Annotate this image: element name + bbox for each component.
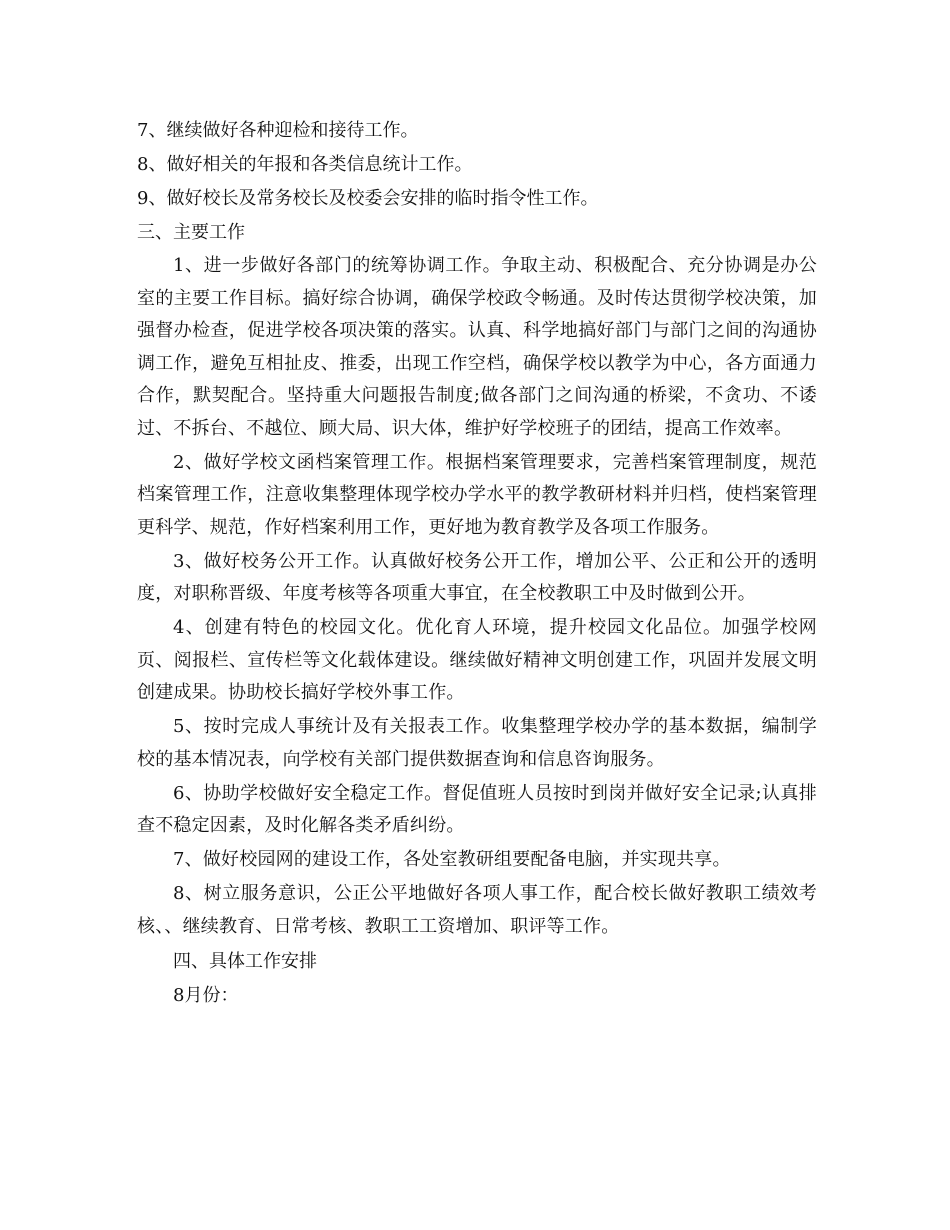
item-line-7: 7、继续做好各种迎检和接待工作。 — [137, 120, 419, 141]
section-heading-main-work: 三、主要工作 — [137, 222, 245, 243]
paragraph-disclosure: 3、做好校务公开工作。认真做好校务公开工作，增加公平、公正和公开的透明度，对职称晋级、年度考核等各项重大事宜，在全校教职工中及时做到公开。 — [137, 550, 817, 604]
section-heading-schedule: 四、具体工作安排 — [173, 950, 317, 972]
paragraph-campus-culture: 4、创建有特色的校园文化。优化育人环境，提升校园文化品位。加强学校网页、阅报栏、宣传栏等文化载体建设。继续做好精神文明创建工作，巩固并发展文明创建成果。协助校长搞好学校外事工作。 — [137, 617, 817, 703]
item-line-9: 9、做好校长及常务校长及校委会安排的临时指令性工作。 — [137, 188, 599, 209]
paragraph-safety: 6、协助学校做好安全稳定工作。督促值班人员按时到岗并做好安全记录;认真排查不稳定因素，及时化解各类矛盾纠纷。 — [137, 782, 817, 836]
paragraph-archives: 2、做好学校文函档案管理工作。根据档案管理要求，完善档案管理制度，规范档案管理工作，注意收集整理体现学校办学水平的教学教研材料并归档，使档案管理更科学、规范，作好档案利用工作，更好地为教育教学及各项工作服务。 — [137, 451, 817, 538]
paragraph-statistics: 5、按时完成人事统计及有关报表工作。收集整理学校办学的基本数据，编制学校的基本情况表，向学校有关部门提供数据查询和信息咨询服务。 — [137, 716, 817, 770]
paragraph-campus-network: 7、做好校园网的建设工作，各处室教研组要配备电脑，并实现共享。 — [173, 849, 731, 870]
document-body — [137, 114, 817, 1013]
month-label: 8月份： — [173, 984, 239, 1006]
item-line-8: 8、做好相关的年报和各类信息统计工作。 — [137, 154, 473, 175]
paragraph-coordination: 1、进一步做好各部门的统筹协调工作。争取主动、积极配合、充分协调是办公室的主要工作目标。搞好综合协调，确保学校政令畅通。及时传达贯彻学校决策，加强督办检查，促进学校各项决策的落实。认真、科学地搞好部门与部门之间的沟通协调工作，避免互相扯皮、推委，出现工作空档，确保学校以教学为中心，各方面通力合作，默契配合。坚持重大问题报告制度;做各部门之间沟通的桥梁，不贪功、不诿过、不拆台、不越位、顾大局、识大体，维护好学校班子的团结，提高工作效率。 — [137, 255, 817, 439]
paragraph-service: 8、树立服务意识，公正公平地做好各项人事工作，配合校长做好教职工绩效考核、、继续教育、日常考核、教职工工资增加、职评等工作。 — [137, 883, 817, 937]
